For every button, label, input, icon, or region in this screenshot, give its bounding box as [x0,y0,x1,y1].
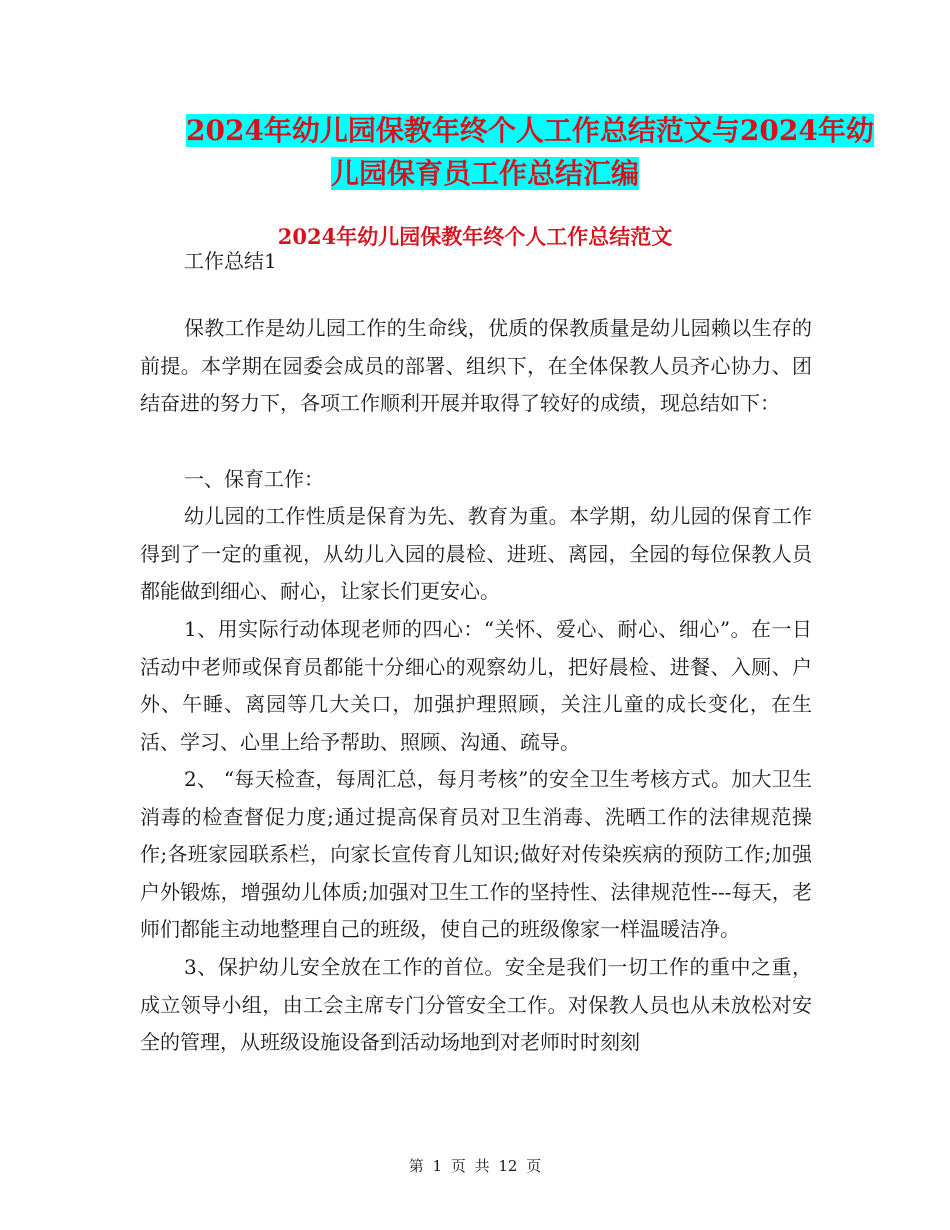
paragraph: 2、 “每天检查，每周汇总，每月考核”的安全卫生考核方式。加大卫生消毒的检查督促力度;通过提高保育员对卫生消毒、洗晒工作的法律规范操作;各班家园联系栏，向家长宣传育儿知识;做好对传染疾病的预防工作;加强户外锻炼，增强幼儿体质;加强对卫生工作的坚持性、法律规范性---每天，老师们都能主动地整理自己的班级，使自己的班级像家一样温暖洁净。 [140,767,812,941]
page-footer: 第 1 页 共 12 页 [408,1157,542,1175]
title-highlight: 儿园保育员工作总结汇编 [331,157,640,190]
paragraph: 3、保护幼儿安全放在工作的首位。安全是我们一切工作的重中之重，成立领导小组，由工会主席专门分管安全工作。对保教人员也从未放松对安全的管理，从班级设施设备到活动场地到对老师时时刻刻 [140,955,812,1054]
title-highlight: 2024年幼儿园保教年终个人工作总结范文与2024年幼 [186,114,874,147]
paragraph: 一、保育工作： [184,467,324,491]
section-heading: 2024年幼儿园保教年终个人工作总结范文 [277,224,673,249]
document-title-line-2 [331,155,639,193]
paragraph: 保教工作是幼儿园工作的生命线，优质的保教质量是幼儿园赖以生存的前提。本学期在园委会成员的部署、组织下，在全体保教人员齐心协力、团结奋进的努力下，各项工作顺利开展并取得了较好的成绩，现总结如下： [140,316,812,415]
subheading: 工作总结1 [184,249,277,273]
paragraph: 幼儿园的工作性质是保育为先、教育为重。本学期，幼儿园的保育工作得到了一定的重视，从幼儿入园的晨检、进班、离园，全园的每位保教人员都能做到细心、耐心，让家长们更安心。 [140,504,812,603]
document-title-line-1 [186,112,874,150]
paragraph: 1、用实际行动体现老师的四心：“关怀、爱心、耐心、细心”。在一日活动中老师或保育员都能十分细心的观察幼儿，把好晨检、进餐、入厕、户外、午睡、离园等几大关口，加强护理照顾，关注儿童的成长变化，在生活、学习、心里上给予帮助、照顾、沟通、疏导。 [140,617,812,754]
